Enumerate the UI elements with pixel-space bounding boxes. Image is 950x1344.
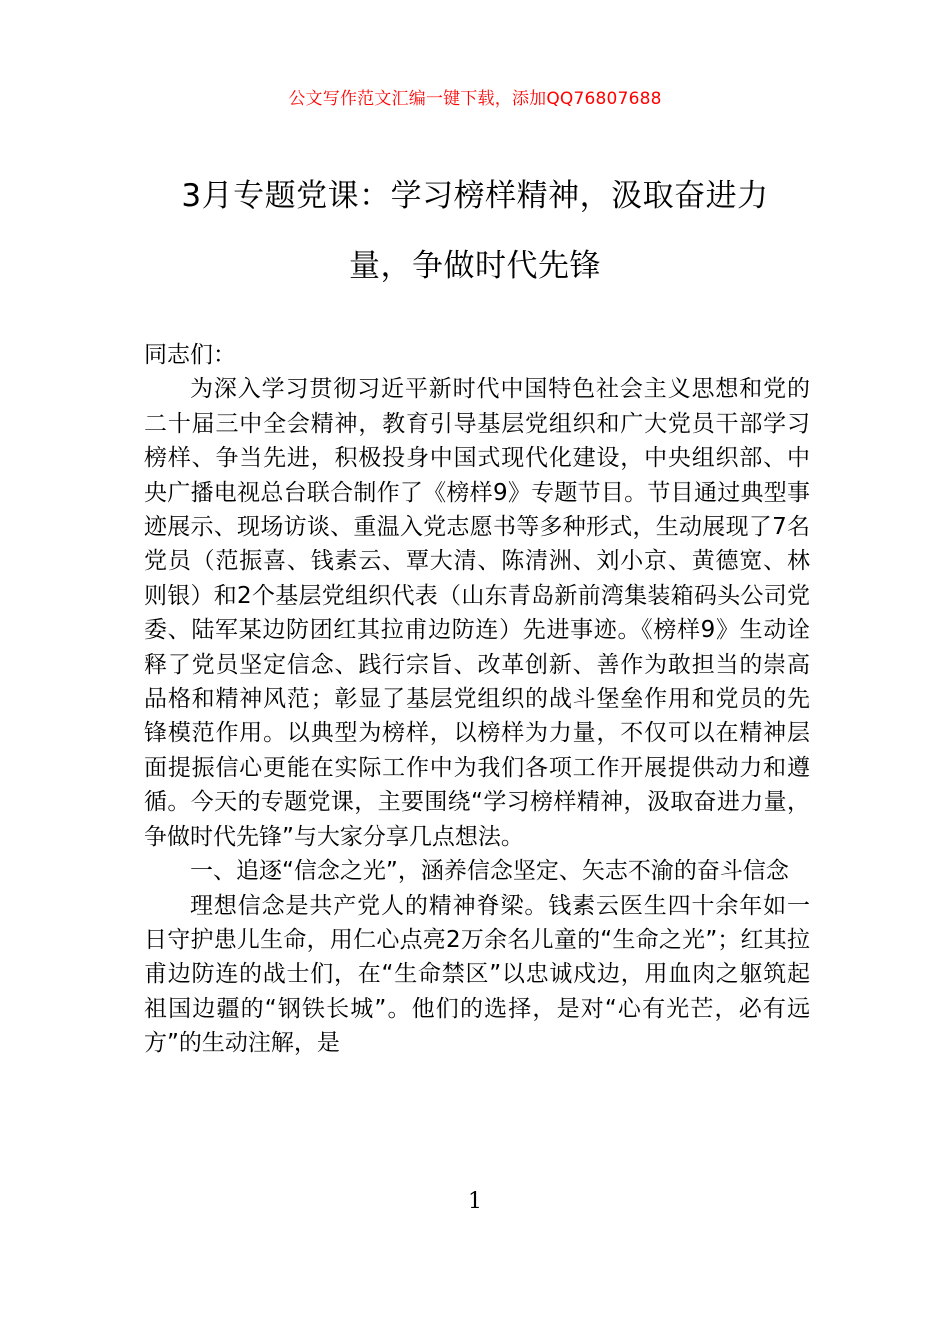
salutation: 同志们： xyxy=(144,342,236,368)
intro-paragraph: 为深入学习贯彻习近平新时代中国特色社会主义思想和党的二十届三中全会精神，教育引导基层党组织和广大党员干部学习榜样、争当先进，积极投身中国式现代化建设，中央组织部、中央广播电视总台联合制作了《榜样9》专题节目。节目通过典型事迹展示、现场访谈、重温入党志愿书等多种形式，生动展现了7名党员（范振喜、钱素云、覃大清、陈清洲、刘小京、黄德宽、林则银）和2个基层党组织代表（山东青岛新前湾集装箱码头公司党委、陆军某边防团红其拉甫边防连）先进事迹。《榜样9》生动诠释了党员坚定信念、践行宗旨、改革创新、善作为敢担当的崇高品格和精神风范；彰显了基层党组织的战斗堡垒作用和党员的先锋模范作用。以典型为榜样，以榜样为力量，不仅可以在精神层面提振信心更能在实际工作中为我们各项工作开展提供动力和遵循。今天的专题党课，主要围绕“学习榜样精神，汲取奋进力量，争做时代先锋”与大家分享几点想法。 xyxy=(144,376,810,850)
section-1-paragraph: 理想信念是共产党人的精神脊梁。钱素云医生四十余年如一日守护患儿生命，用仁心点亮2万余名儿童的“生命之光”；红其拉甫边防连的战士们，在“生命禁区”以忠诚戍边，用血肉之躯筑起祖国边疆的“钢铁长城”。他们的选择，是对“心有光芒，必有远方”的生动注解，是 xyxy=(144,892,810,1057)
download-banner: 公文写作范文汇编一键下载，添加QQ76807688 xyxy=(288,89,662,109)
page-number: 1 xyxy=(468,1189,482,1214)
page-title-line-1: 3月专题党课：学习榜样精神，汲取奋进力 xyxy=(181,178,769,214)
page-title-line-2: 量，争做时代先锋 xyxy=(349,248,601,284)
document-body xyxy=(144,338,810,1061)
section-heading-1: 一、追逐“信念之光”，涵养信念坚定、矢志不渝的奋斗信念 xyxy=(190,858,789,885)
